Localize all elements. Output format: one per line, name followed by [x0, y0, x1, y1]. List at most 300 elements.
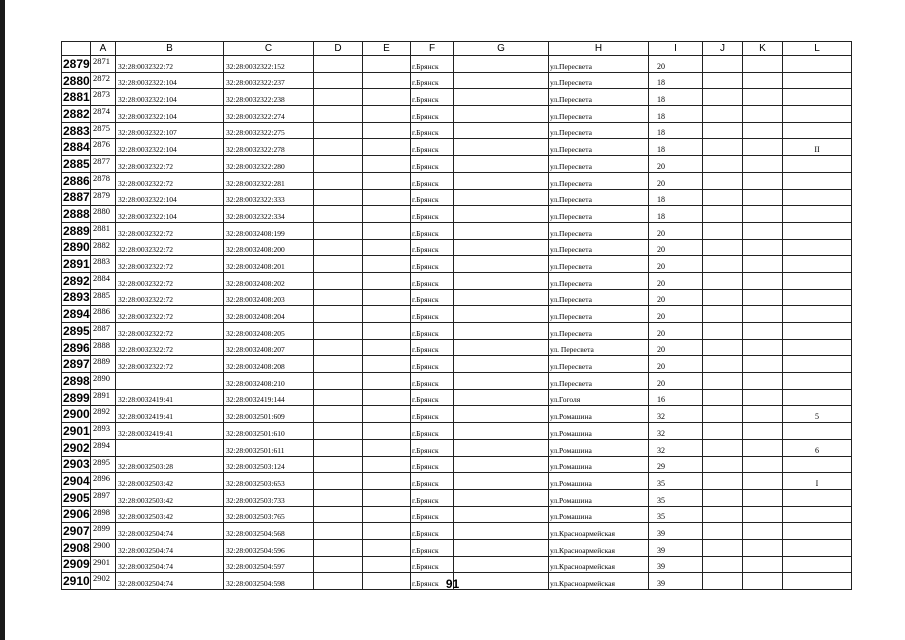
cell-a[interactable]: 2889 [91, 356, 116, 373]
cell-h[interactable]: ул.Пересвета [549, 356, 649, 373]
cell-i[interactable]: 32 [649, 439, 703, 456]
row-number[interactable]: 2907 [63, 524, 90, 539]
cell-l[interactable] [783, 122, 852, 139]
cell-c[interactable]: 32:28:0032408:200 [224, 239, 314, 256]
cell-f[interactable]: г.Брянск [411, 373, 454, 390]
cell-b[interactable]: 32:28:0032504:74 [116, 556, 224, 573]
cell-j[interactable] [703, 106, 743, 123]
cell-j[interactable] [703, 473, 743, 490]
cell-l[interactable] [783, 389, 852, 406]
cell-e[interactable] [363, 139, 411, 156]
cell-h[interactable]: ул.Ромашина [549, 406, 649, 423]
cell-b[interactable]: 32:28:0032322:72 [116, 239, 224, 256]
column-header-a[interactable]: A [91, 42, 116, 56]
cell-j[interactable] [703, 206, 743, 223]
cell-f[interactable]: г.Брянск [411, 256, 454, 273]
cell-l[interactable] [783, 456, 852, 473]
cell-h[interactable]: ул.Пересвета [549, 56, 649, 73]
cell-e[interactable] [363, 373, 411, 390]
cell-b[interactable]: 32:28:0032322:104 [116, 72, 224, 89]
cell-e[interactable] [363, 272, 411, 289]
cell-f[interactable]: г.Брянск [411, 272, 454, 289]
cell-i[interactable]: 39 [649, 539, 703, 556]
cell-c[interactable]: 32:28:0032503:765 [224, 506, 314, 523]
cell-g[interactable] [454, 256, 549, 273]
cell-d[interactable] [314, 56, 363, 73]
row-number[interactable]: 2891 [63, 257, 90, 272]
cell-f[interactable]: г.Брянск [411, 289, 454, 306]
column-header-c[interactable]: C [224, 42, 314, 56]
cell-d[interactable] [314, 89, 363, 106]
cell-i[interactable]: 20 [649, 356, 703, 373]
cell-k[interactable] [743, 156, 783, 173]
cell-i[interactable]: 20 [649, 239, 703, 256]
cell-e[interactable] [363, 189, 411, 206]
column-header-b[interactable]: B [116, 42, 224, 56]
cell-l[interactable] [783, 89, 852, 106]
cell-j[interactable] [703, 89, 743, 106]
cell-l[interactable] [783, 106, 852, 123]
cell-h[interactable]: ул.Пересвета [549, 189, 649, 206]
cell-a[interactable]: 2887 [91, 323, 116, 340]
cell-l[interactable] [783, 539, 852, 556]
cell-d[interactable] [314, 272, 363, 289]
cell-l[interactable] [783, 206, 852, 223]
cell-e[interactable] [363, 506, 411, 523]
cell-f[interactable]: г.Брянск [411, 539, 454, 556]
cell-g[interactable] [454, 306, 549, 323]
cell-e[interactable] [363, 172, 411, 189]
cell-g[interactable] [454, 106, 549, 123]
row-number[interactable]: 2897 [63, 357, 90, 372]
cell-a[interactable]: 2878 [91, 172, 116, 189]
cell-h[interactable]: ул. Пересвета [549, 339, 649, 356]
row-number[interactable]: 2888 [63, 207, 90, 222]
cell-e[interactable] [363, 56, 411, 73]
cell-d[interactable] [314, 122, 363, 139]
cell-i[interactable]: 18 [649, 122, 703, 139]
cell-a[interactable]: 2877 [91, 156, 116, 173]
row-number[interactable]: 2908 [63, 540, 90, 555]
cell-d[interactable] [314, 389, 363, 406]
cell-c[interactable]: 32:28:0032408:199 [224, 222, 314, 239]
cell-c[interactable]: 32:28:0032322:281 [224, 172, 314, 189]
cell-b[interactable]: 32:28:0032322:72 [116, 172, 224, 189]
cell-b[interactable]: 32:28:0032322:72 [116, 339, 224, 356]
cell-f[interactable]: г.Брянск [411, 406, 454, 423]
cell-k[interactable] [743, 256, 783, 273]
cell-i[interactable]: 35 [649, 489, 703, 506]
cell-e[interactable] [363, 489, 411, 506]
cell-e[interactable] [363, 406, 411, 423]
cell-c[interactable]: 32:28:0032504:598 [224, 573, 314, 590]
cell-i[interactable]: 18 [649, 89, 703, 106]
cell-h[interactable]: ул.Пересвета [549, 206, 649, 223]
cell-a[interactable]: 2900 [91, 539, 116, 556]
cell-e[interactable] [363, 289, 411, 306]
cell-b[interactable] [116, 439, 224, 456]
cell-k[interactable] [743, 373, 783, 390]
row-number[interactable]: 2910 [63, 574, 90, 589]
cell-b[interactable]: 32:28:0032322:72 [116, 323, 224, 340]
cell-d[interactable] [314, 323, 363, 340]
cell-f[interactable]: г.Брянск [411, 323, 454, 340]
cell-j[interactable] [703, 356, 743, 373]
row-number[interactable]: 2906 [63, 507, 90, 522]
cell-i[interactable]: 20 [649, 289, 703, 306]
cell-l[interactable] [783, 356, 852, 373]
cell-d[interactable] [314, 523, 363, 540]
cell-g[interactable] [454, 189, 549, 206]
cell-b[interactable]: 32:28:0032322:72 [116, 306, 224, 323]
cell-i[interactable]: 16 [649, 389, 703, 406]
cell-i[interactable]: 20 [649, 222, 703, 239]
cell-k[interactable] [743, 539, 783, 556]
cell-g[interactable] [454, 456, 549, 473]
column-header-j[interactable]: J [703, 42, 743, 56]
cell-k[interactable] [743, 473, 783, 490]
cell-h[interactable]: ул.Пересвета [549, 122, 649, 139]
cell-d[interactable] [314, 339, 363, 356]
cell-f[interactable]: г.Брянск [411, 139, 454, 156]
cell-j[interactable] [703, 222, 743, 239]
cell-d[interactable] [314, 172, 363, 189]
cell-d[interactable] [314, 189, 363, 206]
cell-b[interactable]: 32:28:0032322:107 [116, 122, 224, 139]
cell-h[interactable]: ул.Пересвета [549, 156, 649, 173]
cell-j[interactable] [703, 406, 743, 423]
row-number[interactable]: 2895 [63, 323, 90, 338]
cell-a[interactable]: 2894 [91, 439, 116, 456]
cell-e[interactable] [363, 156, 411, 173]
cell-d[interactable] [314, 256, 363, 273]
column-header-g[interactable]: G [454, 42, 549, 56]
cell-l[interactable] [783, 306, 852, 323]
cell-c[interactable]: 32:28:0032504:596 [224, 539, 314, 556]
cell-b[interactable]: 32:28:0032322:72 [116, 222, 224, 239]
cell-b[interactable]: 32:28:0032419:41 [116, 389, 224, 406]
cell-k[interactable] [743, 289, 783, 306]
cell-c[interactable]: 32:28:0032408:207 [224, 339, 314, 356]
cell-i[interactable]: 32 [649, 406, 703, 423]
cell-g[interactable] [454, 222, 549, 239]
row-number[interactable]: 2894 [63, 307, 90, 322]
cell-k[interactable] [743, 222, 783, 239]
cell-b[interactable]: 32:28:0032322:104 [116, 89, 224, 106]
cell-a[interactable]: 2892 [91, 406, 116, 423]
cell-i[interactable]: 35 [649, 506, 703, 523]
cell-d[interactable] [314, 406, 363, 423]
cell-k[interactable] [743, 556, 783, 573]
cell-h[interactable]: ул.Ромашина [549, 456, 649, 473]
cell-f[interactable]: г.Брянск [411, 89, 454, 106]
cell-k[interactable] [743, 389, 783, 406]
cell-h[interactable]: ул.Пересвета [549, 222, 649, 239]
row-number[interactable]: 2892 [63, 273, 90, 288]
cell-l[interactable] [783, 222, 852, 239]
cell-l[interactable] [783, 156, 852, 173]
cell-a[interactable]: 2879 [91, 189, 116, 206]
cell-e[interactable] [363, 356, 411, 373]
cell-f[interactable]: г.Брянск [411, 456, 454, 473]
cell-l[interactable] [783, 489, 852, 506]
cell-e[interactable] [363, 306, 411, 323]
cell-f[interactable]: г.Брянск [411, 339, 454, 356]
cell-h[interactable]: ул.Ромашина [549, 506, 649, 523]
cell-k[interactable] [743, 489, 783, 506]
cell-l[interactable] [783, 56, 852, 73]
cell-g[interactable] [454, 556, 549, 573]
cell-a[interactable]: 2886 [91, 306, 116, 323]
cell-f[interactable]: г.Брянск [411, 239, 454, 256]
cell-j[interactable] [703, 373, 743, 390]
cell-c[interactable]: 32:28:0032322:237 [224, 72, 314, 89]
cell-k[interactable] [743, 72, 783, 89]
cell-f[interactable]: г.Брянск [411, 106, 454, 123]
cell-a[interactable]: 2882 [91, 239, 116, 256]
cell-c[interactable]: 32:28:0032408:201 [224, 256, 314, 273]
cell-a[interactable]: 2895 [91, 456, 116, 473]
cell-f[interactable]: г.Брянск [411, 523, 454, 540]
cell-f[interactable]: г.Брянск [411, 306, 454, 323]
cell-b[interactable]: 32:28:0032504:74 [116, 573, 224, 590]
cell-a[interactable]: 2891 [91, 389, 116, 406]
cell-i[interactable]: 20 [649, 306, 703, 323]
cell-c[interactable]: 32:28:0032504:568 [224, 523, 314, 540]
cell-j[interactable] [703, 423, 743, 440]
cell-l[interactable]: I [783, 473, 852, 490]
cell-g[interactable] [454, 339, 549, 356]
cell-a[interactable]: 2899 [91, 523, 116, 540]
cell-h[interactable]: ул.Пересвета [549, 172, 649, 189]
cell-i[interactable]: 20 [649, 272, 703, 289]
cell-d[interactable] [314, 439, 363, 456]
cell-d[interactable] [314, 556, 363, 573]
cell-d[interactable] [314, 222, 363, 239]
cell-d[interactable] [314, 506, 363, 523]
cell-g[interactable] [454, 373, 549, 390]
cell-f[interactable]: г.Брянск [411, 506, 454, 523]
cell-d[interactable] [314, 373, 363, 390]
cell-j[interactable] [703, 56, 743, 73]
cell-j[interactable] [703, 139, 743, 156]
cell-l[interactable] [783, 339, 852, 356]
cell-g[interactable] [454, 473, 549, 490]
cell-k[interactable] [743, 172, 783, 189]
cell-h[interactable]: ул.Пересвета [549, 323, 649, 340]
cell-j[interactable] [703, 256, 743, 273]
cell-k[interactable] [743, 139, 783, 156]
cell-k[interactable] [743, 272, 783, 289]
cell-e[interactable] [363, 323, 411, 340]
cell-g[interactable] [454, 122, 549, 139]
cell-f[interactable]: г.Брянск [411, 423, 454, 440]
cell-c[interactable]: 32:28:0032501:609 [224, 406, 314, 423]
cell-k[interactable] [743, 306, 783, 323]
cell-h[interactable]: ул.Пересвета [549, 106, 649, 123]
column-header-k[interactable]: K [743, 42, 783, 56]
cell-e[interactable] [363, 423, 411, 440]
row-number[interactable]: 2882 [63, 106, 90, 121]
cell-l[interactable] [783, 523, 852, 540]
cell-j[interactable] [703, 189, 743, 206]
cell-d[interactable] [314, 456, 363, 473]
cell-d[interactable] [314, 72, 363, 89]
cell-f[interactable]: г.Брянск [411, 156, 454, 173]
cell-c[interactable]: 32:28:0032408:208 [224, 356, 314, 373]
column-header-h[interactable]: H [549, 42, 649, 56]
cell-b[interactable]: 32:28:0032322:72 [116, 356, 224, 373]
cell-j[interactable] [703, 523, 743, 540]
cell-b[interactable] [116, 373, 224, 390]
cell-i[interactable]: 20 [649, 156, 703, 173]
cell-l[interactable] [783, 256, 852, 273]
cell-b[interactable]: 32:28:0032504:74 [116, 539, 224, 556]
cell-i[interactable]: 32 [649, 423, 703, 440]
cell-k[interactable] [743, 189, 783, 206]
cell-j[interactable] [703, 239, 743, 256]
cell-e[interactable] [363, 106, 411, 123]
cell-d[interactable] [314, 206, 363, 223]
row-number[interactable]: 2890 [63, 240, 90, 255]
cell-h[interactable]: ул.Пересвета [549, 139, 649, 156]
cell-k[interactable] [743, 523, 783, 540]
cell-b[interactable]: 32:28:0032419:41 [116, 423, 224, 440]
cell-g[interactable] [454, 272, 549, 289]
cell-f[interactable]: г.Брянск [411, 72, 454, 89]
cell-f[interactable]: г.Брянск [411, 556, 454, 573]
cell-b[interactable]: 32:28:0032322:72 [116, 56, 224, 73]
cell-c[interactable]: 32:28:0032322:333 [224, 189, 314, 206]
column-header-l[interactable]: L [783, 42, 852, 56]
cell-k[interactable] [743, 206, 783, 223]
cell-e[interactable] [363, 556, 411, 573]
cell-a[interactable]: 2883 [91, 256, 116, 273]
column-header-e[interactable]: E [363, 42, 411, 56]
row-number[interactable]: 2885 [63, 156, 90, 171]
cell-k[interactable] [743, 106, 783, 123]
cell-a[interactable]: 2873 [91, 89, 116, 106]
cell-b[interactable]: 32:28:0032322:72 [116, 272, 224, 289]
cell-h[interactable]: ул.Красноармейская [549, 523, 649, 540]
cell-i[interactable]: 39 [649, 523, 703, 540]
cell-j[interactable] [703, 339, 743, 356]
cell-a[interactable]: 2902 [91, 573, 116, 590]
cell-b[interactable]: 32:28:0032503:42 [116, 473, 224, 490]
cell-b[interactable]: 32:28:0032503:42 [116, 506, 224, 523]
cell-c[interactable]: 32:28:0032408:204 [224, 306, 314, 323]
cell-i[interactable]: 20 [649, 56, 703, 73]
cell-g[interactable] [454, 389, 549, 406]
cell-j[interactable] [703, 456, 743, 473]
cell-b[interactable]: 32:28:0032503:28 [116, 456, 224, 473]
cell-g[interactable] [454, 489, 549, 506]
cell-h[interactable]: ул.Пересвета [549, 306, 649, 323]
row-number[interactable]: 2902 [63, 440, 90, 455]
cell-e[interactable] [363, 122, 411, 139]
cell-g[interactable] [454, 539, 549, 556]
cell-i[interactable]: 20 [649, 323, 703, 340]
cell-f[interactable]: г.Брянск [411, 122, 454, 139]
cell-a[interactable]: 2888 [91, 339, 116, 356]
cell-g[interactable] [454, 506, 549, 523]
cell-j[interactable] [703, 489, 743, 506]
cell-g[interactable] [454, 56, 549, 73]
cell-k[interactable] [743, 439, 783, 456]
cell-a[interactable]: 2885 [91, 289, 116, 306]
cell-b[interactable]: 32:28:0032322:104 [116, 106, 224, 123]
cell-l[interactable] [783, 423, 852, 440]
cell-d[interactable] [314, 289, 363, 306]
cell-e[interactable] [363, 523, 411, 540]
cell-f[interactable]: г.Брянск [411, 473, 454, 490]
cell-a[interactable]: 2897 [91, 489, 116, 506]
row-number[interactable]: 2883 [63, 123, 90, 138]
cell-a[interactable]: 2874 [91, 106, 116, 123]
cell-i[interactable]: 20 [649, 256, 703, 273]
cell-g[interactable] [454, 406, 549, 423]
cell-h[interactable]: ул.Гоголя [549, 389, 649, 406]
row-number[interactable]: 2904 [63, 474, 90, 489]
cell-c[interactable]: 32:28:0032322:334 [224, 206, 314, 223]
cell-b[interactable]: 32:28:0032322:72 [116, 289, 224, 306]
cell-e[interactable] [363, 456, 411, 473]
cell-l[interactable] [783, 373, 852, 390]
cell-b[interactable]: 32:28:0032322:72 [116, 156, 224, 173]
cell-a[interactable]: 2884 [91, 272, 116, 289]
column-header-i[interactable]: I [649, 42, 703, 56]
cell-k[interactable] [743, 239, 783, 256]
cell-f[interactable]: г.Брянск [411, 206, 454, 223]
row-number[interactable]: 2881 [63, 90, 90, 105]
row-number[interactable]: 2903 [63, 457, 90, 472]
cell-c[interactable]: 32:28:0032503:653 [224, 473, 314, 490]
cell-h[interactable]: ул.Пересвета [549, 256, 649, 273]
cell-e[interactable] [363, 539, 411, 556]
cell-e[interactable] [363, 473, 411, 490]
cell-i[interactable]: 18 [649, 206, 703, 223]
cell-f[interactable]: г.Брянск [411, 389, 454, 406]
cell-f[interactable]: г.Брянск [411, 56, 454, 73]
cell-a[interactable]: 2896 [91, 473, 116, 490]
cell-g[interactable] [454, 172, 549, 189]
cell-g[interactable] [454, 439, 549, 456]
cell-l[interactable] [783, 189, 852, 206]
cell-f[interactable]: г.Брянск [411, 189, 454, 206]
cell-l[interactable] [783, 506, 852, 523]
cell-c[interactable]: 32:28:0032408:202 [224, 272, 314, 289]
cell-k[interactable] [743, 122, 783, 139]
cell-k[interactable] [743, 56, 783, 73]
cell-h[interactable]: ул.Красноармейская [549, 556, 649, 573]
cell-e[interactable] [363, 339, 411, 356]
row-number[interactable]: 2889 [63, 223, 90, 238]
cell-b[interactable]: 32:28:0032419:41 [116, 406, 224, 423]
cell-j[interactable] [703, 506, 743, 523]
cell-b[interactable]: 32:28:0032322:104 [116, 139, 224, 156]
cell-b[interactable]: 32:28:0032503:42 [116, 489, 224, 506]
cell-l[interactable]: 6 [783, 439, 852, 456]
cell-j[interactable] [703, 389, 743, 406]
cell-f[interactable]: г.Брянск [411, 222, 454, 239]
cell-i[interactable]: 18 [649, 72, 703, 89]
cell-l[interactable] [783, 239, 852, 256]
cell-c[interactable]: 32:28:0032408:210 [224, 373, 314, 390]
cell-f[interactable]: г.Брянск [411, 356, 454, 373]
cell-h[interactable]: ул.Пересвета [549, 272, 649, 289]
cell-l[interactable] [783, 172, 852, 189]
cell-a[interactable]: 2875 [91, 122, 116, 139]
